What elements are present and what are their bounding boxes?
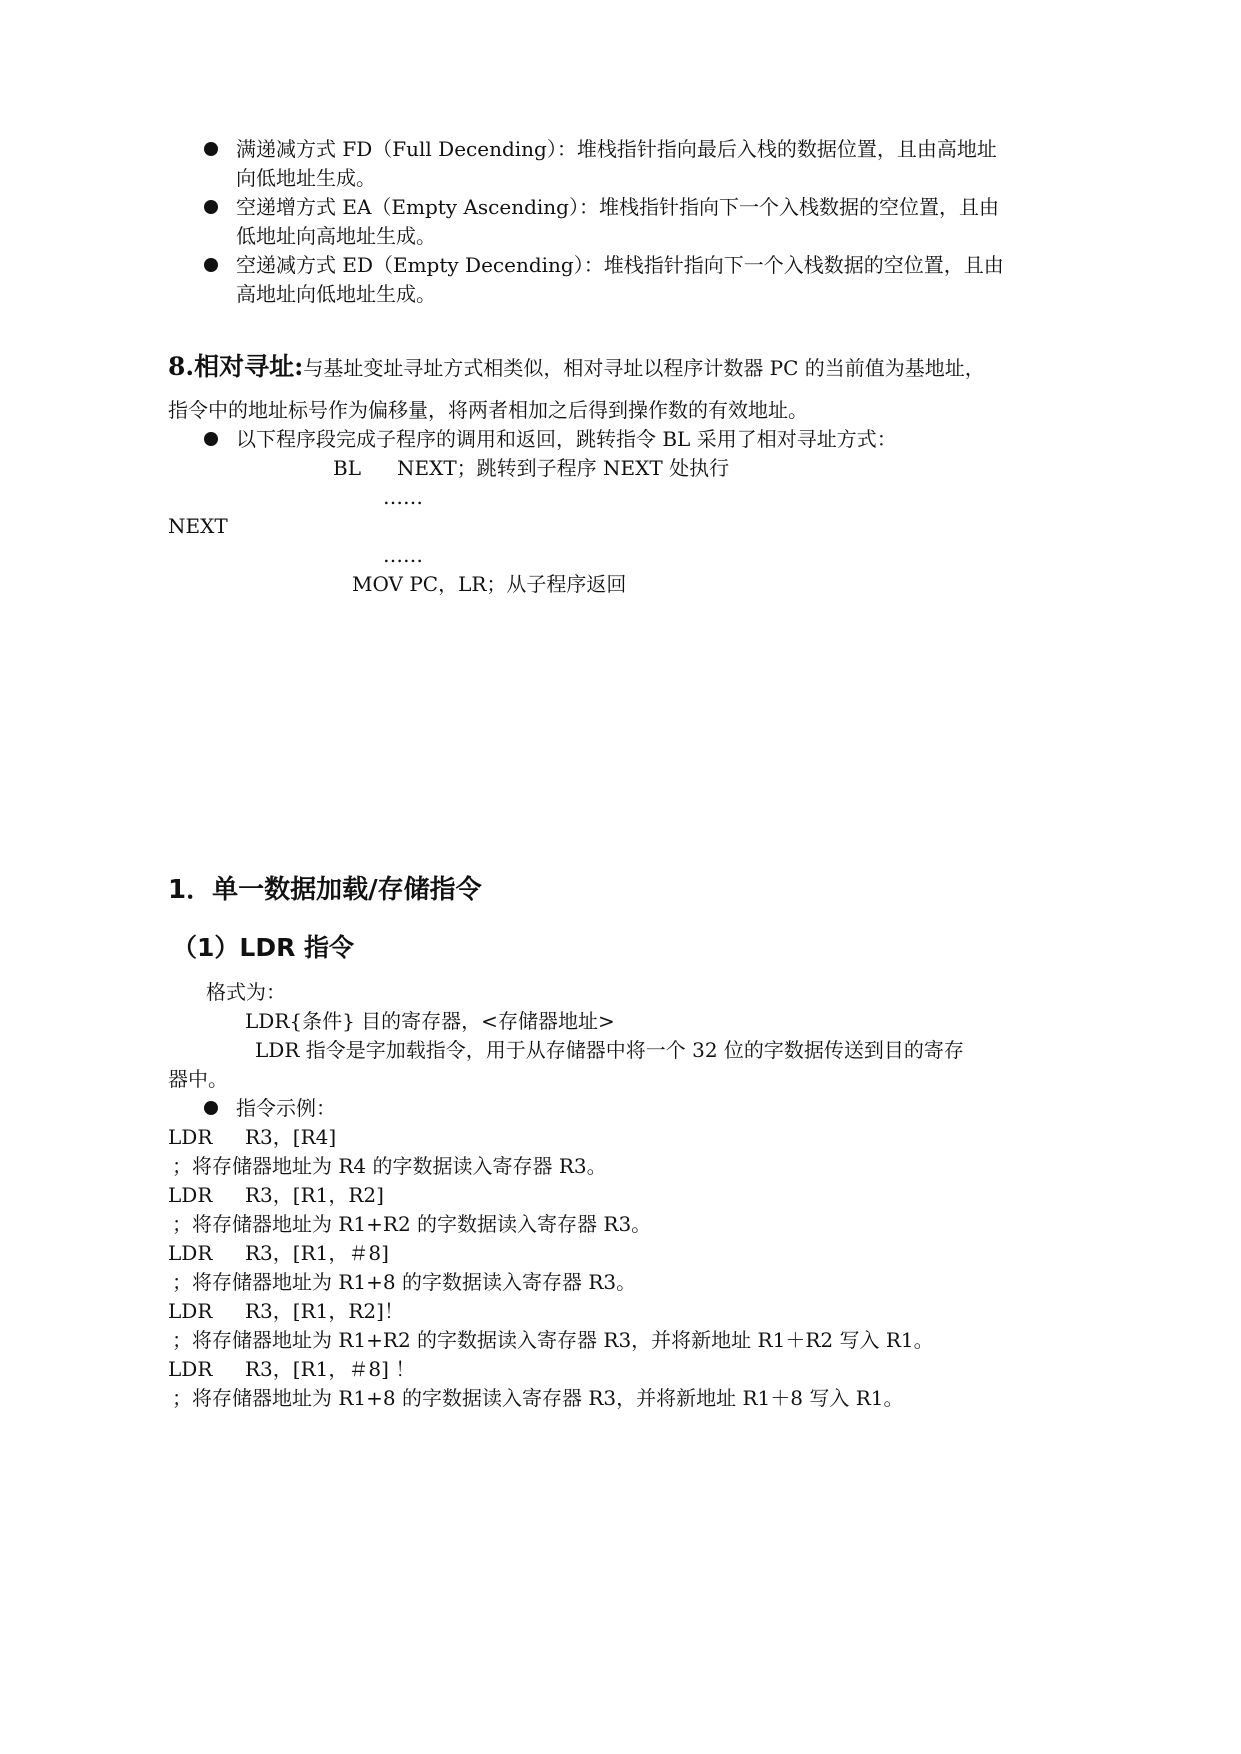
- examples-label: 指令示例：: [236, 1096, 336, 1120]
- example-comment: ；将存储器地址为 R1+R2 的字数据读入寄存器 R3。: [172, 1212, 652, 1236]
- format-label: 格式为：: [206, 980, 286, 1004]
- stack-mode-ea-line1: 空递增方式 EA（Empty Ascending）：堆栈指针指向下一个入栈数据的空位置，且由: [236, 195, 999, 219]
- example-args: R3，[R1，R2]: [245, 1183, 384, 1207]
- example-comment: ；将存储器地址为 R1+R2 的字数据读入寄存器 R3，并将新地址 R1＋R2 写入 R1。: [172, 1328, 934, 1352]
- example-comment: ；将存储器地址为 R4 的字数据读入寄存器 R3。: [172, 1154, 607, 1178]
- ldr-desc-line2: 器中。: [168, 1067, 228, 1091]
- example-comment: ；将存储器地址为 R1+8 的字数据读入寄存器 R3。: [172, 1270, 637, 1294]
- example-args: R3，[R4]: [245, 1125, 337, 1149]
- section8-line1: [168, 354, 985, 381]
- code-bl-op: BL: [333, 456, 361, 480]
- stack-mode-ed-line2: 高地址向低地址生成。: [236, 282, 436, 306]
- bullet-icon: [204, 142, 218, 156]
- section8-heading: 8.相对寻址:: [168, 352, 304, 381]
- bullet-icon: [204, 432, 218, 446]
- code-ellipsis-2: ……: [383, 543, 423, 567]
- section8-intro: 与基址变址寻址方式相类似，相对寻址以程序计数器 PC 的当前值为基地址，: [303, 356, 985, 380]
- stack-mode-fd-line1: 满递减方式 FD（Full Decending）：堆栈指针指向最后入栈的数据位置，且由高地址: [236, 137, 997, 161]
- example-op: LDR: [168, 1183, 213, 1207]
- section8-line2: 指令中的地址标号作为偏移量，将两者相加之后得到操作数的有效地址。: [168, 398, 808, 422]
- ldr-desc-line1: LDR 指令是字加载指令，用于从存储器中将一个 32 位的字数据传送到目的寄存: [255, 1038, 964, 1062]
- example-args: R3，[R1，＃8]: [245, 1241, 389, 1265]
- stack-mode-ed-line1: 空递减方式 ED（Empty Decending）：堆栈指针指向下一个入栈数据的空位置，且由: [236, 253, 1004, 277]
- code-ellipsis-1: ……: [383, 485, 423, 509]
- stack-mode-ea-line2: 低地址向高地址生成。: [236, 224, 436, 248]
- code-bl-arg: NEXT；跳转到子程序 NEXT 处执行: [397, 456, 730, 480]
- example-args: R3，[R1，＃8] ！: [245, 1357, 416, 1381]
- example-args: R3，[R1，R2]！: [245, 1299, 404, 1323]
- section8-bullet-text: 以下程序段完成子程序的调用和返回，跳转指令 BL 采用了相对寻址方式：: [236, 427, 897, 451]
- bullet-icon: [204, 200, 218, 214]
- section1-heading: 1．单一数据加载/存储指令: [168, 875, 482, 905]
- code-label-next: NEXT: [168, 514, 228, 538]
- example-comment: ；将存储器地址为 R1+8 的字数据读入寄存器 R3，并将新地址 R1＋8 写入 R1。: [172, 1386, 904, 1410]
- stack-mode-fd-line2: 向低地址生成。: [236, 166, 376, 190]
- example-op: LDR: [168, 1241, 213, 1265]
- example-op: LDR: [168, 1125, 213, 1149]
- format-syntax: LDR{条件} 目的寄存器，<存储器地址>: [245, 1009, 615, 1033]
- example-op: LDR: [168, 1299, 213, 1323]
- code-mov: MOV PC，LR；从子程序返回: [352, 572, 627, 596]
- section1-subheading: （1）LDR 指令: [172, 933, 355, 962]
- bullet-icon: [204, 1101, 218, 1115]
- bullet-icon: [204, 258, 218, 272]
- example-op: LDR: [168, 1357, 213, 1381]
